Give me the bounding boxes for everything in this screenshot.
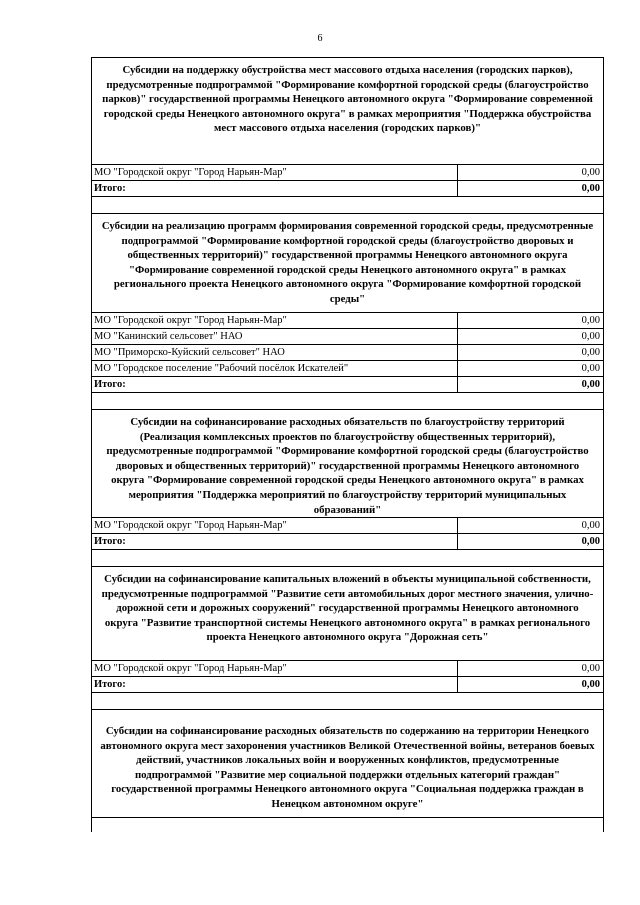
subsidies-table (91, 57, 604, 832)
table-row (92, 165, 603, 181)
separator-row (92, 197, 603, 214)
section-title: Субсидии на реализацию программ формирования современной городской среды, предусмотренные подпрограммой "Формирование комфортной городской среды (благоустройство дворовых и общественных территорий)" государственной программы Ненецкого автономного округа "Формирование современной городской среды Ненецкого автономного округа" в рамках регионального проекта Ненецкого автономного округа "Формирование комфортной городской среды" (92, 214, 603, 313)
total-value: 0,00 (581, 536, 600, 547)
amount-value: 0,00 (581, 167, 600, 178)
amount-value: 0,00 (581, 347, 600, 358)
table-row (92, 518, 603, 534)
separator-row (92, 693, 603, 710)
total-value: 0,00 (581, 379, 600, 390)
municipality-name: МО "Канинский сельсовет" НАО (92, 329, 458, 344)
table-row (92, 345, 603, 361)
municipality-name: МО "Городское поселение "Рабочий посёлок Искателей" (92, 361, 458, 376)
municipality-name: МО "Городской округ "Город Нарьян-Мар" (92, 661, 458, 676)
total-row (92, 677, 603, 693)
municipality-name: МО "Городской округ "Город Нарьян-Мар" (92, 165, 458, 180)
amount-value: 0,00 (581, 315, 600, 326)
municipality-name: МО "Приморско-Куйский сельсовет" НАО (92, 345, 458, 360)
section-title: Субсидии на поддержку обустройства мест массового отдыха населения (городских парков), предусмотренные подпрограммой "Формирование комфортной городской среды (благоустройство парков)" государственной программы Ненецкого автономного округа "Формирование современной городской среды Ненецкого автономного округа" в рамках мероприятия "Поддержка обустройства мест массового отдыха населения (городских парков)" (92, 58, 603, 165)
total-label: Итого: (92, 181, 458, 196)
total-label: Итого: (92, 377, 458, 392)
table-row (92, 329, 603, 345)
total-label: Итого: (92, 677, 458, 692)
continuation-space (92, 818, 603, 832)
total-label: Итого: (92, 534, 458, 549)
section-title: Субсидии на софинансирование капитальных вложений в объекты муниципальной собственности, предусмотренные подпрограммой "Развитие сети автомобильных дорог местного значения, улично-дорожной сети и дорожных сооружений" государственной программы Ненецкого автономного округа "Развитие транспортной системы Ненецкого автономного округа" в рамках регионального проекта Ненецкого автономного округа "Дорожная сеть" (92, 567, 603, 661)
total-row (92, 377, 603, 393)
amount-value: 0,00 (581, 663, 600, 674)
amount-value: 0,00 (581, 363, 600, 374)
separator-row (92, 393, 603, 410)
page-number: 6 (317, 33, 323, 44)
table-row (92, 313, 603, 329)
table-row (92, 661, 603, 677)
municipality-name: МО "Городской округ "Город Нарьян-Мар" (92, 518, 458, 533)
section-title: Субсидии на софинансирование расходных обязательств по благоустройству территорий (Реализация комплексных проектов по благоустройству общественных территорий), предусмотренные подпрограммой "Формирование комфортной городской среды (благоустройство дворовых и общественных территорий)" государственной программы Ненецкого автономного округа "Формирование современной городской среды Ненецкого автономного округа" в рамках мероприятия "Поддержка мероприятий по благоустройству территорий муниципальных образований" (92, 410, 603, 518)
total-value: 0,00 (581, 679, 600, 690)
table-row (92, 361, 603, 377)
separator-row (92, 550, 603, 567)
amount-value: 0,00 (581, 331, 600, 342)
municipality-name: МО "Городской округ "Город Нарьян-Мар" (92, 313, 458, 328)
total-row (92, 534, 603, 550)
amount-value: 0,00 (581, 520, 600, 531)
total-row (92, 181, 603, 197)
total-value: 0,00 (581, 183, 600, 194)
section-title: Субсидии на софинансирование расходных обязательств по содержанию на территории Ненецкого автономного округа мест захоронения участников Великой Отечественной войны, ветеранов боевых действий, участников локальных войн и вооруженных конфликтов, предусмотренные подпрограммой "Развитие мер социальной поддержки отдельных категорий граждан" государственной программы Ненецкого автономного округа "Социальная поддержка граждан в Ненецком автономном округе" (92, 710, 603, 818)
